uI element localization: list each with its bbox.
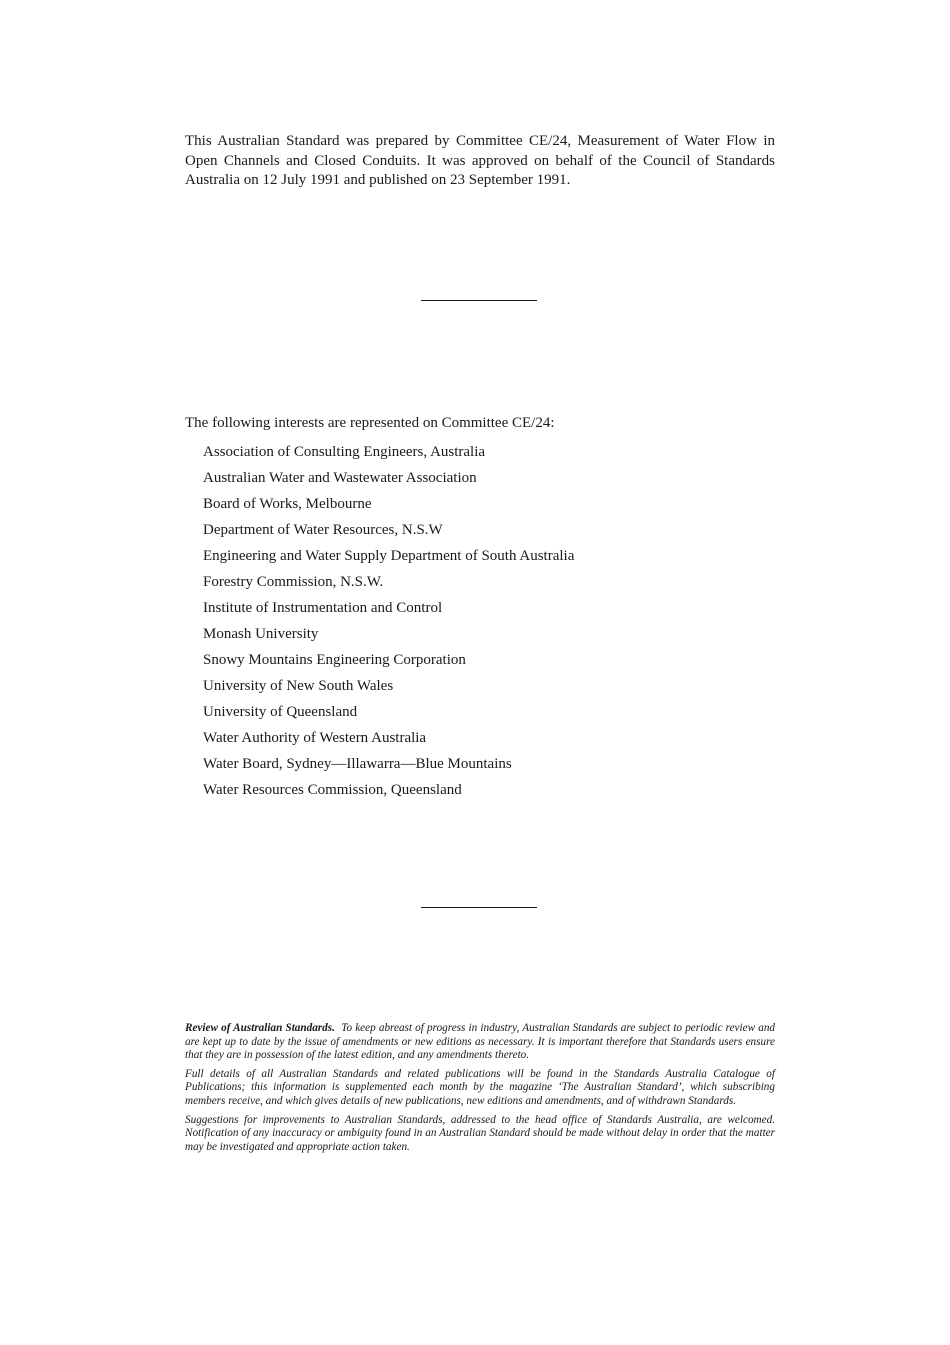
list-item: Association of Consulting Engineers, Australia (203, 444, 486, 460)
list-item: Board of Works, Melbourne (203, 496, 372, 512)
list-item: Australian Water and Wastewater Association (203, 470, 477, 486)
list-item: University of New South Wales (203, 678, 394, 694)
list-item: Department of Water Resources, N.S.W (203, 522, 443, 538)
list-item: Water Authority of Western Australia (203, 730, 427, 746)
committee-interests-section (185, 413, 785, 803)
list-item: Engineering and Water Supply Department of South Australia (203, 548, 575, 564)
divider-rule (421, 300, 537, 301)
divider-rule (421, 907, 537, 908)
list-item: Water Resources Commission, Queensland (203, 782, 462, 798)
review-notice (185, 1022, 775, 1159)
review-text-1: To keep abreast of progress in industry, Australian Standards are subject to periodic review and are kept up to date by the issue of amendments or new editions as necessary. It is important therefore that Standards users ensure that they are in possession of the latest edition, and any amendments thereto. (185, 1022, 776, 1062)
review-paragraph-2: Full details of all Australian Standards and related publications will be found in the Standards Australia Catalogue of Publications; this information is supplemented each month by the magazine ‘The Australian Standard’, which subscribing members receive, and which gives details of new publications, new editions and amendments, and of withdrawn Standards. (185, 1067, 775, 1107)
list-item: Snowy Mountains Engineering Corporation (203, 652, 466, 668)
interests-list (185, 439, 785, 803)
list-item: Water Board, Sydney—Illawarra—Blue Mountains (203, 756, 512, 772)
review-paragraph-1 (185, 1022, 775, 1063)
review-title: Review of Australian Standards. (185, 1022, 335, 1034)
list-item: Monash University (203, 626, 319, 642)
list-item: University of Queensland (203, 704, 358, 720)
list-item: Institute of Instrumentation and Control (203, 600, 443, 616)
review-paragraph-3: Suggestions for improvements to Australian Standards, addressed to the head office of Standards Australia, are welcomed. Notification of any inaccuracy or ambiguity found in an Australian Standard should be made without delay in order that the matter may be investigated and appropriate action taken. (185, 1113, 775, 1153)
interests-heading: The following interests are represented on Committee CE/24: (185, 415, 555, 431)
list-item: Forestry Commission, N.S.W. (203, 574, 384, 590)
preamble-paragraph: This Australian Standard was prepared by Committee CE/24, Measurement of Water Flow in Open Channels and Closed Conduits. It was approved on behalf of the Council of Standards Australia on 12 July 1991 and published on 23 September 1991. (185, 133, 775, 188)
